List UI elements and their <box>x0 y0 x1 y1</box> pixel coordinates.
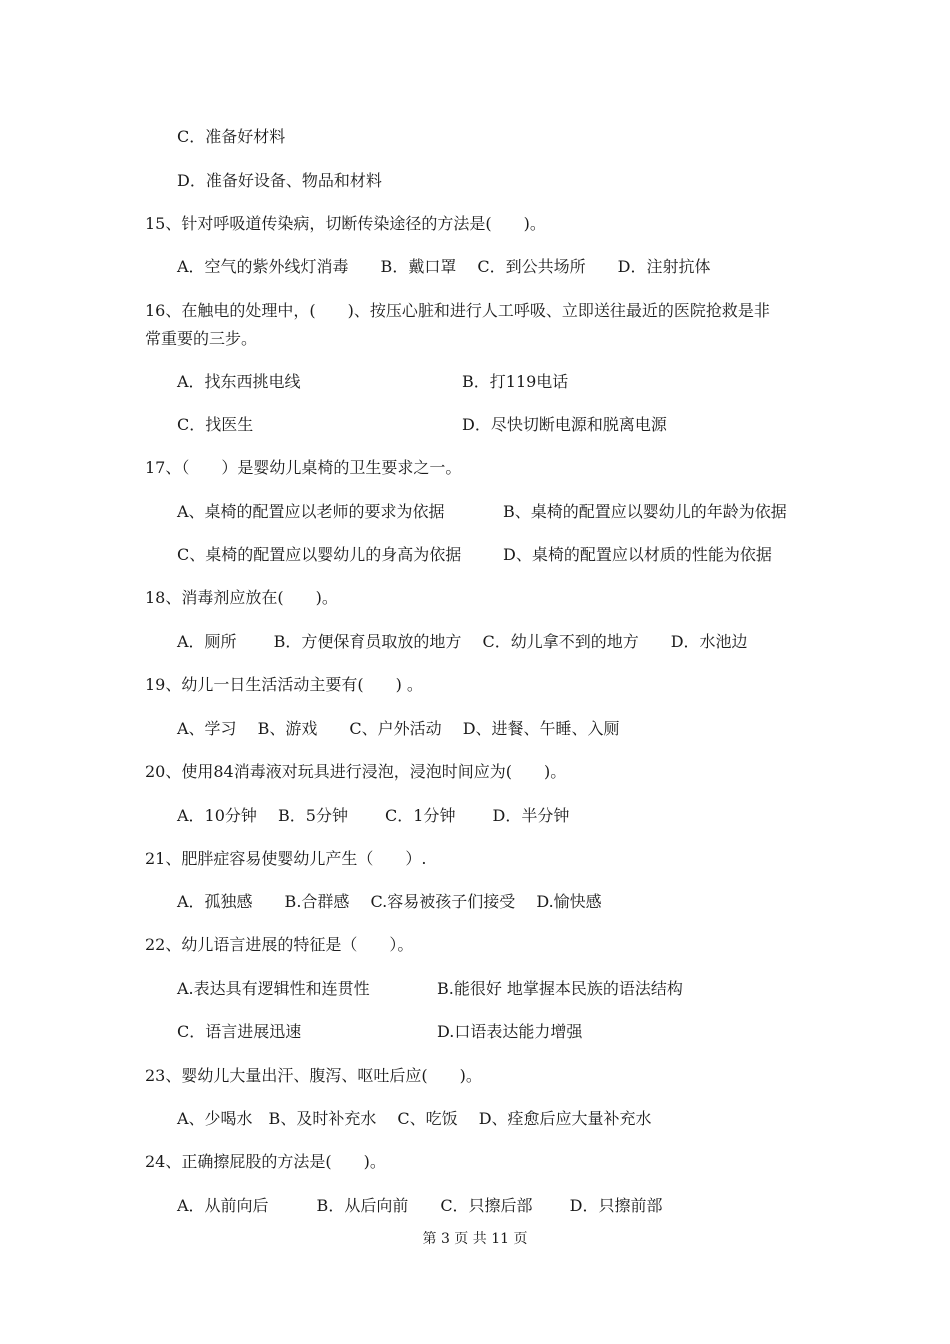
question-24: 24、正确擦屁股的方法是( )。 <box>145 1152 386 1171</box>
question-16-option-c: C．找医生 <box>177 415 254 434</box>
question-22-option-a: A.表达具有逻辑性和连贯性 <box>177 979 370 998</box>
question-15-options: A．空气的紫外线灯消毒 B．戴口罩 C．到公共场所 D．注射抗体 <box>177 257 711 276</box>
question-23-options: A、少喝水 B、及时补充水 C、吃饭 D、痊愈后应大量补充水 <box>177 1109 652 1128</box>
question-16-line-2: 常重要的三步。 <box>145 329 258 348</box>
question-17-option-b: B、桌椅的配置应以婴幼儿的年龄为依据 <box>503 502 787 521</box>
question-20-options: A．10分钟 B．5分钟 C．1分钟 D．半分钟 <box>177 806 570 825</box>
question-19: 19、幼儿一日生活活动主要有( ) 。 <box>145 675 423 694</box>
question-18: 18、消毒剂应放在( )。 <box>145 588 338 607</box>
question-23: 23、婴幼儿大量出汗、腹泻、呕吐后应( )。 <box>145 1066 482 1085</box>
question-15: 15、针对呼吸道传染病，切断传染途径的方法是( )。 <box>145 214 546 233</box>
question-17: 17、（ ）是婴幼儿桌椅的卫生要求之一。 <box>145 458 462 477</box>
question-22: 22、幼儿语言进展的特征是（ ）。 <box>145 935 414 954</box>
question-16-option-b: B．打119电话 <box>462 372 569 391</box>
question-21: 21、肥胖症容易使婴幼儿产生（ ）. <box>145 849 427 868</box>
question-22-option-b: B.能很好 地掌握本民族的语法结构 <box>437 979 683 998</box>
question-17-option-a: A、桌椅的配置应以老师的要求为依据 <box>177 502 445 521</box>
question-20: 20、使用84消毒液对玩具进行浸泡，浸泡时间应为( )。 <box>145 762 567 781</box>
question-22-option-c: C．语言进展迅速 <box>177 1022 302 1041</box>
question-18-options: A．厕所 B．方便保育员取放的地方 C．幼儿拿不到的地方 D．水池边 <box>177 632 748 651</box>
option-d-prev: D．准备好设备、物品和材料 <box>177 171 382 190</box>
question-17-option-d: D、桌椅的配置应以材质的性能为依据 <box>503 545 772 564</box>
question-21-options: A．孤独感 B.合群感 C.容易被孩子们接受 D.愉快感 <box>177 892 602 911</box>
page-footer: 第 3 页 共 11 页 <box>422 1231 528 1247</box>
question-24-options: A．从前向后 B．从后向前 C．只擦后部 D．只擦前部 <box>177 1196 663 1215</box>
question-16-option-a: A．找东西挑电线 <box>177 372 301 391</box>
question-17-option-c: C、桌椅的配置应以婴幼儿的身高为依据 <box>177 545 462 564</box>
option-c-prev: C．准备好材料 <box>177 127 286 146</box>
question-16-line-1: 16、在触电的处理中，( )、按压心脏和进行人工呼吸、立即送往最近的医院抢救是非 <box>145 301 770 320</box>
question-19-options: A、学习 B、游戏 C、户外活动 D、进餐、午睡、入厕 <box>177 719 620 738</box>
question-16-option-d: D．尽快切断电源和脱离电源 <box>462 415 667 434</box>
question-22-option-d: D.口语表达能力增强 <box>437 1022 583 1041</box>
